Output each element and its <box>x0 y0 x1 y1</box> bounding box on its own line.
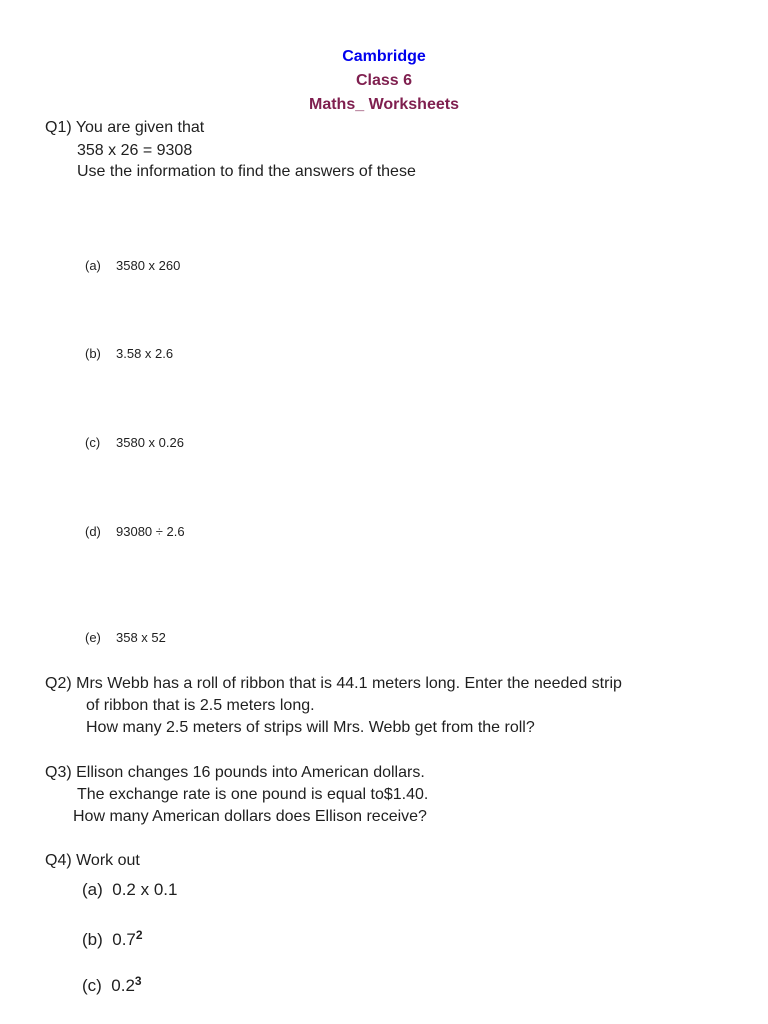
q1-part-c <box>85 435 184 450</box>
part-expression: 3580 x 0.26 <box>116 435 184 450</box>
q2-line-2: of ribbon that is 2.5 meters long. <box>86 697 315 714</box>
q3-line-2: The exchange rate is one pound is equal to$1.40. <box>77 786 429 803</box>
part-expression: 358 x 52 <box>116 630 166 645</box>
part-label: (e) <box>85 630 101 645</box>
school-name: Cambridge <box>342 48 426 65</box>
part-label: (b) <box>82 930 103 949</box>
q1-part-b <box>85 346 173 361</box>
part-exponent: 2 <box>135 928 143 942</box>
q4-part-c <box>82 974 142 996</box>
q3-question: How many American dollars does Ellison receive? <box>73 808 427 825</box>
q2-question: How many 2.5 meters of strips will Mrs. Webb get from the roll? <box>86 719 535 736</box>
part-expression: 3580 x 260 <box>116 258 181 273</box>
worksheet-title: Maths_ Worksheets <box>309 96 459 113</box>
q2-line-1: Q2) Mrs Webb has a roll of ribbon that is 44.1 meters long. Enter the needed strip <box>45 675 622 692</box>
part-expression: 0.2 x 0.1 <box>112 880 178 899</box>
part-label: (c) <box>85 435 101 450</box>
part-expression: 93080 ÷ 2.6 <box>116 524 185 539</box>
part-label: (d) <box>85 524 101 539</box>
part-base: 0.7 <box>112 930 136 949</box>
part-base: 0.2 <box>111 976 135 995</box>
part-label: (b) <box>85 346 101 361</box>
q1-part-d <box>85 524 185 539</box>
q4-part-a <box>82 880 177 900</box>
q4-title: Q4) Work out <box>45 852 140 869</box>
part-exponent: 3 <box>134 974 142 988</box>
part-label: (a) <box>85 258 101 273</box>
q1-part-a <box>85 258 180 273</box>
part-label: (c) <box>82 976 102 995</box>
q1-prompt: Q1) You are given that <box>45 119 205 136</box>
class-title: Class 6 <box>355 72 413 89</box>
part-label: (a) <box>82 880 103 899</box>
q4-part-b <box>82 928 143 950</box>
part-expression: 3.58 x 2.6 <box>116 346 174 361</box>
q1-given-equation: 358 x 26 = 9308 <box>77 142 193 159</box>
q1-instruction: Use the information to find the answers of these <box>77 163 416 180</box>
q1-part-e <box>85 630 166 645</box>
q3-line-1: Q3) Ellison changes 16 pounds into American dollars. <box>45 764 425 781</box>
